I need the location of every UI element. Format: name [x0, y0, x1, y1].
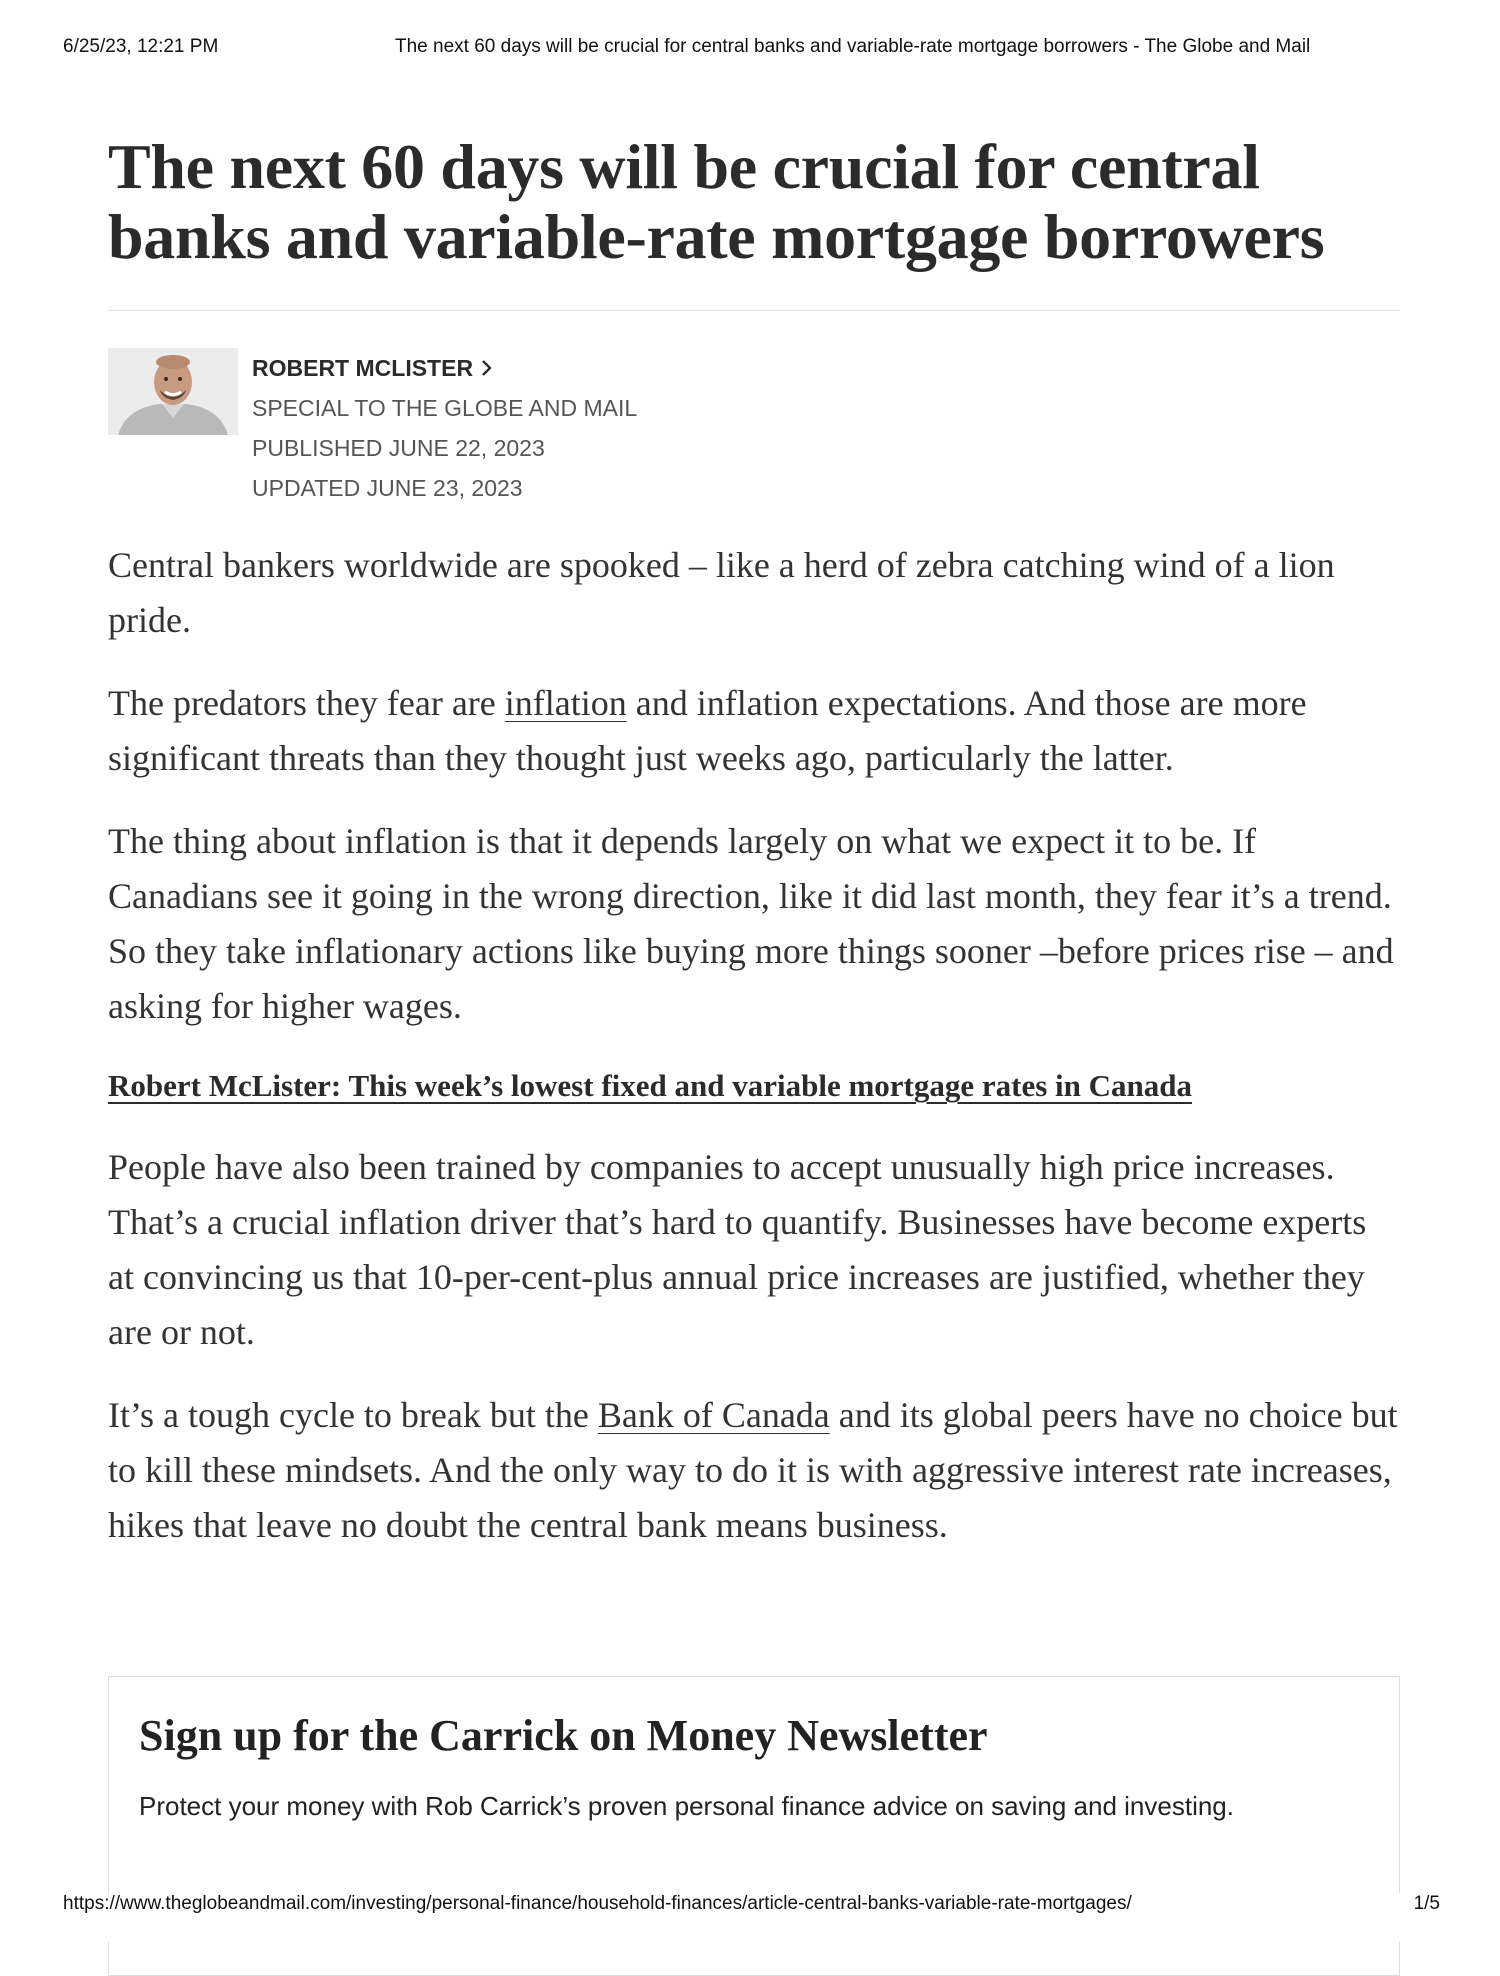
- print-url: https://www.theglobeandmail.com/investing/personal-finance/household-finances/article-central-banks-variable-rate-mortgages/: [63, 1893, 1132, 1914]
- paragraph-2: [108, 676, 1400, 786]
- byline: [108, 348, 1400, 538]
- author-avatar: [108, 348, 238, 435]
- paragraph-2-text-after: and inflation expectations. And those are more significant threats than they thought just weeks ago, particularly the latter.: [108, 683, 1307, 778]
- author-name: ROBERT MCLISTER: [252, 355, 474, 381]
- newsletter-description: Protect your money with Rob Carrick’s proven personal finance advice on saving and investing.: [139, 1791, 1234, 1821]
- published-date: PUBLISHED JUNE 22, 2023: [252, 435, 545, 461]
- article: [108, 132, 1400, 1581]
- updated-date: UPDATED JUNE 23, 2023: [252, 475, 523, 501]
- article-body: [108, 538, 1400, 1553]
- author-role: SPECIAL TO THE GLOBE AND MAIL: [252, 395, 638, 421]
- inflation-link[interactable]: inflation: [504, 683, 627, 723]
- article-headline: The next 60 days will be crucial for central banks and variable-rate mortgage borrowers: [108, 131, 1325, 272]
- print-footer: [0, 1893, 1500, 1942]
- paragraph-5: [108, 1388, 1400, 1553]
- chevron-right-icon: [481, 359, 493, 377]
- headline-divider: [108, 310, 1400, 311]
- page-number: 1/5: [1413, 1893, 1440, 1914]
- paragraph-5-text-before: It’s a tough cycle to break but the: [108, 1395, 598, 1435]
- paragraph-2-text-before: The predators they fear are: [108, 683, 505, 723]
- bank-of-canada-link[interactable]: Bank of Canada: [597, 1395, 830, 1435]
- byline-meta: [252, 348, 637, 508]
- paragraph-3: The thing about inflation is that it depends largely on what we expect it to be. If Canadians see it going in the wrong direction, like it did last month, they fear it’s a trend. So they take inflationary actions like buying more things sooner –before prices rise – and asking for higher wages.: [108, 821, 1394, 1026]
- print-datetime: 6/25/23, 12:21 PM: [63, 36, 219, 57]
- related-article-link[interactable]: Robert McLister: This week’s lowest fixed and variable mortgage rates in Canada: [108, 1068, 1193, 1103]
- paragraph-4: People have also been trained by companies to accept unusually high price increases. That’s a crucial inflation driver that’s hard to quantify. Businesses have become experts at convincing us that 10-per-cent-plus annual price increases are justified, whether they are or not.: [108, 1147, 1367, 1352]
- print-page-title: The next 60 days will be crucial for central banks and variable-rate mortgage borrowers - The Globe and Mail: [395, 36, 1311, 57]
- print-header: [0, 36, 1500, 60]
- paragraph-5-text-after: and its global peers have no choice but to kill these mindsets. And the only way to do it is with aggressive interest rate increases, hikes that leave no doubt the central bank means business.: [108, 1395, 1398, 1545]
- paragraph-1: Central bankers worldwide are spooked – like a herd of zebra catching wind of a lion pride.: [108, 545, 1335, 640]
- author-link[interactable]: [252, 348, 637, 388]
- newsletter-title: Sign up for the Carrick on Money Newsletter: [139, 1711, 988, 1760]
